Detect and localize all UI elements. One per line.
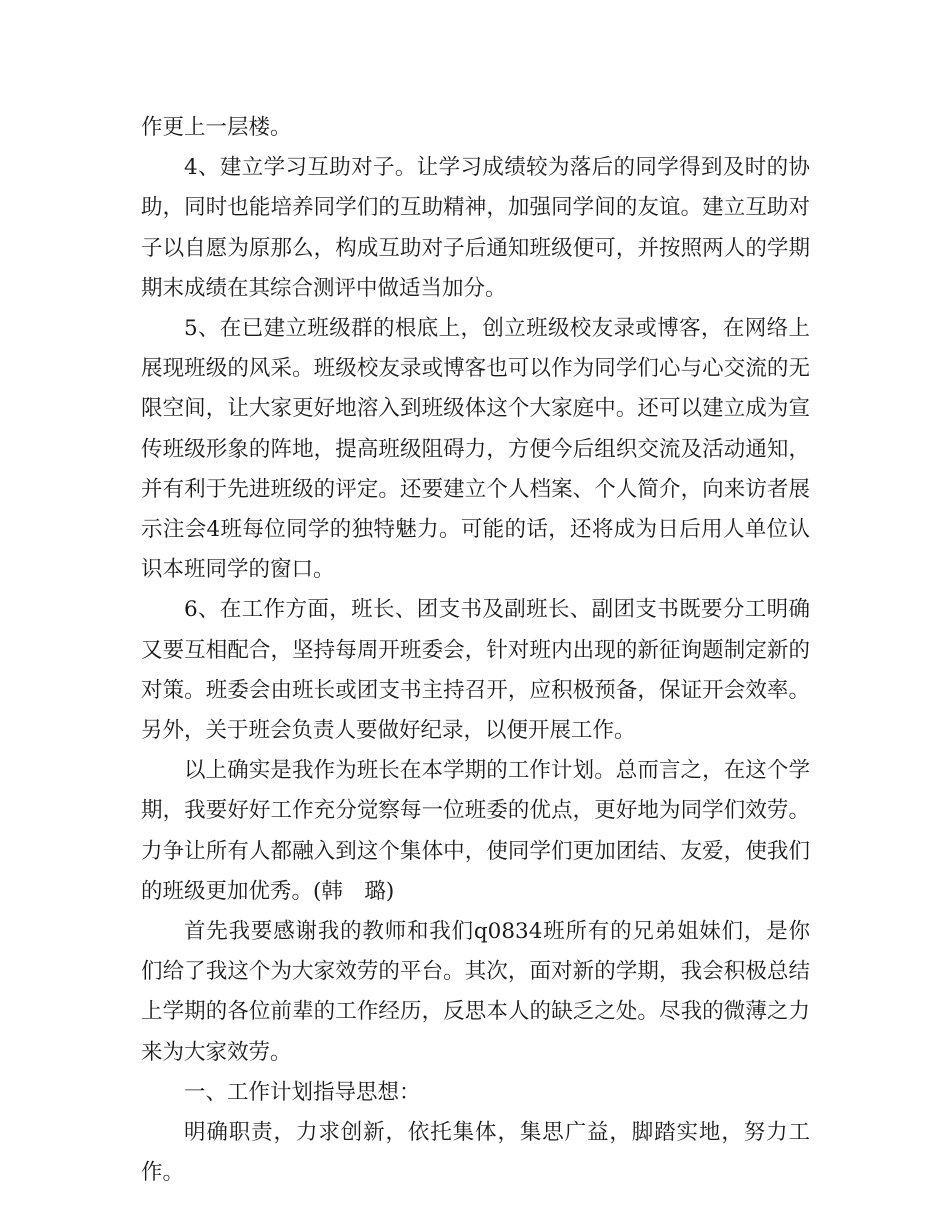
document-body (141, 108, 810, 1193)
section-heading-guiding-ideology: 一、工作计划指导思想： (184, 1079, 421, 1105)
paragraph-item-4: 4、建立学习互助对子。让学习成绩较为落后的同学得到及时的协助，同时也能培养同学们的互助精神，加强同学间的友谊。建立互助对子以自愿为原那么，构成互助对子后通知班级便可，并按照两人的学期期末成绩在其综合测评中做适当加分。 (141, 155, 810, 301)
paragraph-summary: 以上确实是我作为班长在本学期的工作计划。总而言之，在这个学期，我要好好工作充分觉察每一位班委的优点，更好地为同学们效劳。力争让所有人都融入到这个集体中，使同学们更加团结、友爱，使我们的班级更加优秀。(韩 璐) (141, 758, 810, 904)
paragraph-item-6: 6、在工作方面，班长、团支书及副班长、副团支书既要分工明确又要互相配合，坚持每周开班委会，针对班内出现的新征询题制定新的对策。班委会由班长或团支书主持召开，应积极预备，保证开会效率。另外，关于班会负责人要做好纪录，以便开展工作。 (141, 597, 810, 744)
paragraph-principles: 明确职责，力求创新，依托集体，集思广益，脚踏实地，努力工作。 (141, 1120, 810, 1186)
paragraph-item-5: 5、在已建立班级群的根底上，创立班级校友录或博客，在网络上展现班级的风采。班级校友录或博客也可以作为同学们心与心交流的无限空间，让大家更好地溶入到班级体这个大家庭中。还可以建立成为宣传班级形象的阵地，提高班级阻碍力，方便今后组织交流及活动通知，并有利于先进班级的评定。还要建立个人档案、个人简介，向来访者展示注会4班每位同学的独特魅力。可能的话，还将成为日后用人单位认识本班同学的窗口。 (141, 316, 810, 583)
paragraph-thanks: 首先我要感谢我的教师和我们q0834班所有的兄弟姐妹们，是你们给了我这个为大家效劳的平台。其次，面对新的学期，我会积极总结上学期的各位前辈的工作经历，反思本人的缺乏之处。尽我的微薄之力来为大家效劳。 (141, 919, 810, 1065)
paragraph-continuation: 作更上一层楼。 (141, 115, 292, 140)
